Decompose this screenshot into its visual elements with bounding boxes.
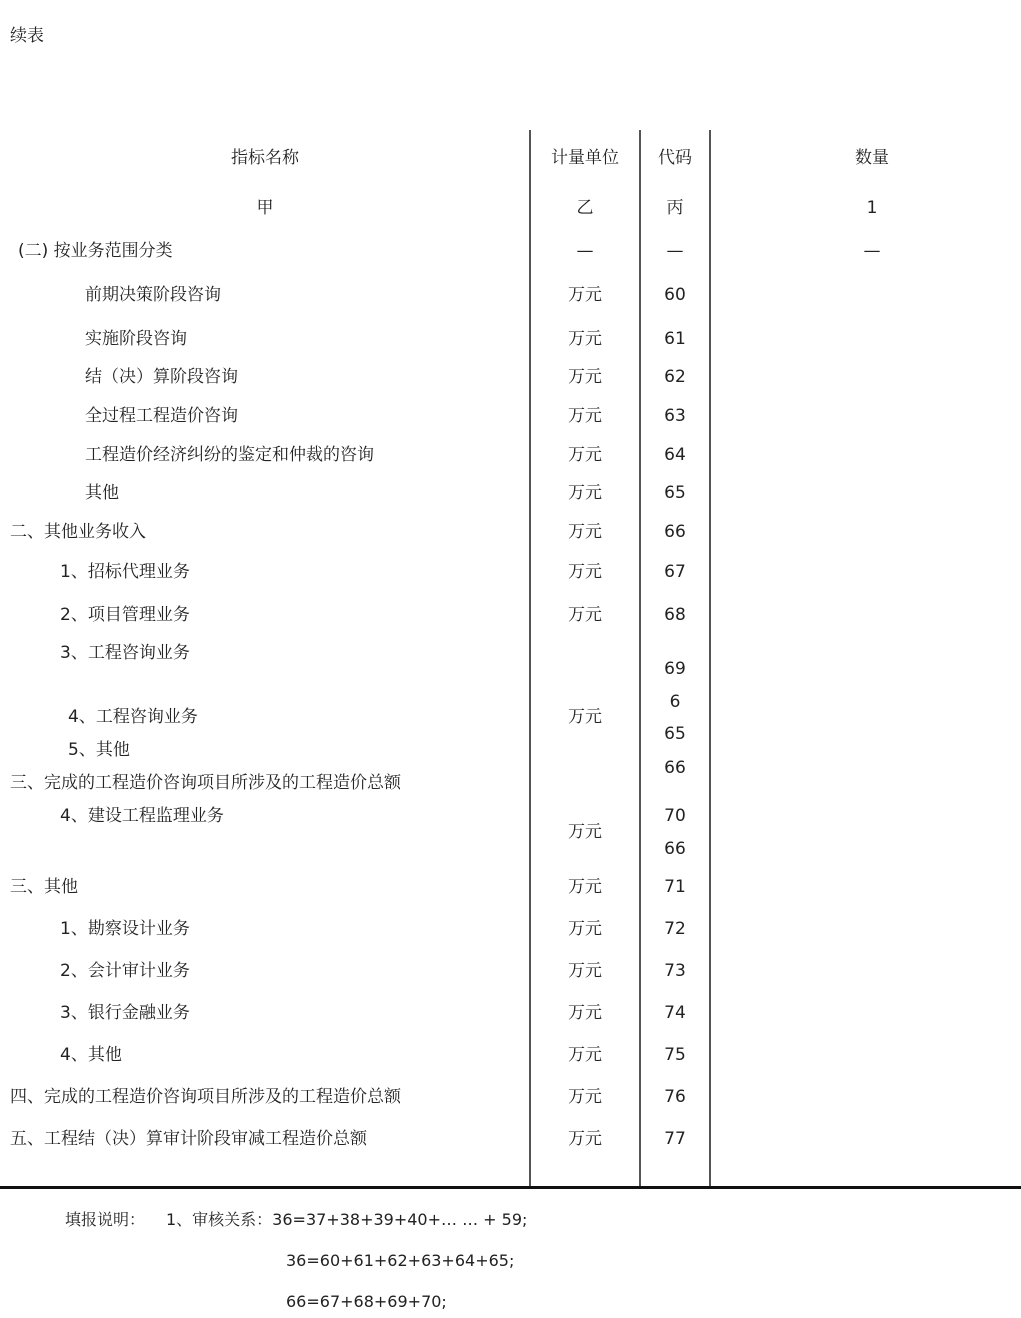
notes-line-2: 36=60+61+62+63+64+65; [286, 1251, 515, 1270]
row-name: 四、完成的工程造价咨询项目所涉及的工程造价总额 [10, 1087, 401, 1107]
row-code: 72 [664, 919, 686, 939]
row-name: (二) 按业务范围分类 [18, 241, 173, 261]
subheader-code: 丙 [666, 198, 684, 218]
row-unit: 万元 [568, 707, 602, 727]
row-name: 三、其他 [10, 877, 78, 897]
subheader-unit: 乙 [576, 198, 594, 218]
row-name: 实施阶段咨询 [85, 329, 187, 349]
row-code: 65 [664, 724, 686, 744]
row-name: 2、项目管理业务 [60, 605, 190, 625]
row-code: 60 [664, 285, 686, 305]
row-unit: 万元 [568, 483, 602, 503]
column-divider [709, 130, 711, 1188]
row-unit: 万元 [568, 1129, 602, 1149]
row-code: 77 [664, 1129, 686, 1149]
row-name: 4、其他 [60, 1045, 122, 1065]
row-name: 全过程工程造价咨询 [85, 406, 238, 426]
row-code: 68 [664, 605, 686, 625]
row-unit: 万元 [568, 562, 602, 582]
row-code: 63 [664, 406, 686, 426]
row-name: 1、招标代理业务 [60, 562, 190, 582]
row-unit: 万元 [568, 445, 602, 465]
row-unit: 万元 [568, 961, 602, 981]
row-code: 73 [664, 961, 686, 981]
row-unit: 万元 [568, 367, 602, 387]
row-unit: 万元 [568, 877, 602, 897]
row-unit: 万元 [568, 605, 602, 625]
row-name: 结（决）算阶段咨询 [85, 367, 238, 387]
row-code: 75 [664, 1045, 686, 1065]
row-code: 66 [664, 522, 686, 542]
notes-label: 填报说明： [65, 1210, 146, 1229]
row-qty: — [863, 241, 881, 261]
row-code: 66 [664, 758, 686, 778]
row-name: 三、完成的工程造价咨询项目所涉及的工程造价总额 [10, 773, 401, 793]
header-qty: 数量 [855, 148, 889, 168]
row-name: 4、建设工程监理业务 [60, 806, 224, 826]
column-divider [529, 130, 531, 1188]
row-name: 4、工程咨询业务 [68, 707, 198, 727]
row-code: 74 [664, 1003, 686, 1023]
row-name: 工程造价经济纠纷的鉴定和仲裁的咨询 [85, 445, 374, 465]
row-name: 2、会计审计业务 [60, 961, 190, 981]
row-unit: 万元 [568, 919, 602, 939]
row-code: 65 [664, 483, 686, 503]
row-code: — [666, 241, 684, 261]
page-title: 续表 [10, 26, 44, 46]
notes-line-3: 66=67+68+69+70; [286, 1292, 447, 1311]
row-code: 6 [669, 692, 681, 712]
row-code: 64 [664, 445, 686, 465]
subheader-qty: 1 [866, 198, 878, 218]
row-code: 71 [664, 877, 686, 897]
table-bottom-rule [0, 1186, 1021, 1189]
column-divider [639, 130, 641, 1188]
row-code: 70 [664, 806, 686, 826]
row-name: 五、工程结（决）算审计阶段审减工程造价总额 [10, 1129, 367, 1149]
row-code: 76 [664, 1087, 686, 1107]
header-name: 指标名称 [231, 148, 299, 168]
row-code: 62 [664, 367, 686, 387]
row-unit: 万元 [568, 406, 602, 426]
header-unit: 计量单位 [551, 148, 619, 168]
notes-line-1: 1、审核关系：36=37+38+39+40+… … + 59; [166, 1210, 528, 1229]
row-code: 66 [664, 839, 686, 859]
row-unit: 万元 [568, 1087, 602, 1107]
row-name: 二、其他业务收入 [10, 522, 146, 542]
row-unit: 万元 [568, 329, 602, 349]
row-unit: 万元 [568, 285, 602, 305]
header-code: 代码 [658, 148, 692, 168]
row-code: 61 [664, 329, 686, 349]
row-name: 5、其他 [68, 740, 130, 760]
row-name: 1、勘察设计业务 [60, 919, 190, 939]
row-unit: 万元 [568, 1045, 602, 1065]
row-unit: 万元 [568, 1003, 602, 1023]
row-code: 69 [664, 659, 686, 679]
row-unit: 万元 [568, 822, 602, 842]
subheader-name: 甲 [256, 198, 274, 218]
row-code: 67 [664, 562, 686, 582]
row-name: 3、工程咨询业务 [60, 643, 190, 663]
row-name: 其他 [85, 483, 119, 503]
row-name: 3、银行金融业务 [60, 1003, 190, 1023]
row-name: 前期决策阶段咨询 [85, 285, 221, 305]
row-unit: 万元 [568, 522, 602, 542]
row-unit: — [576, 241, 594, 261]
